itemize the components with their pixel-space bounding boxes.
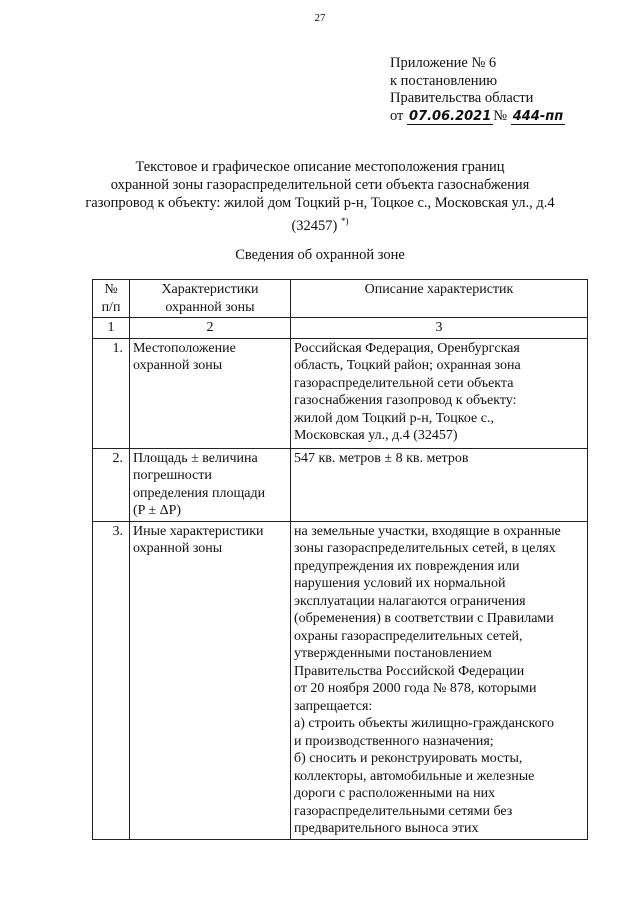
numbering-cell-3: 3 [291,318,588,339]
page-number: 27 [314,12,326,24]
header-description: Описание характеристик [291,280,588,318]
description-line: б) сносить и реконструировать мосты, [294,751,523,766]
description-line: газораспределительными сетями без [294,803,513,819]
numbering-cell-1: 1 [93,318,130,339]
description-line: на земельные участки, входящие в охранные [294,523,561,539]
characteristic-line: охранной зоны [133,541,223,556]
footnote-mark: *) [341,216,349,226]
characteristic-line: (P ± ΔP) [133,503,182,518]
zone-table [92,279,588,840]
characteristic-line: определения площади [133,485,266,501]
description-line: коллекторы, автомобильные и железные [294,768,535,784]
description-line: газоснабжения газопровод к объекту: [294,393,517,408]
header-characteristics [130,280,291,318]
description-line: охраны газораспределительных сетей, [294,628,523,644]
document-title [60,158,580,235]
description-line: а) строить объекты жилищно-гражданского [294,716,554,731]
description-line: предупреждения их повреждения или [294,558,520,574]
appendix-line-3: Правительства области [390,90,534,106]
table-row [93,338,588,448]
row-description [291,448,588,521]
title-line-2: охранной зоны газораспределительной сети объекта газоснабжения [110,177,530,193]
row-characteristic [130,338,291,448]
description-line: зоны газораспределительных сетей, в целях [294,541,556,556]
row-characteristic [130,448,291,521]
header-number-line-2: п/п [101,299,121,315]
table-row [93,521,588,839]
description-line: газораспределительной сети объекта [294,375,514,391]
description-line: Российская Федерация, Оренбургская [294,340,520,356]
description-line: эксплуатации налагаются ограничения [294,593,526,609]
row-number: 1. [93,338,130,448]
header-characteristics-line-1: Характеристики [161,282,259,297]
title-line-1: Текстовое и графическое описание местоположения границ [135,159,505,175]
table-numbering-row [93,318,588,339]
row-description [291,521,588,839]
appendix-line-4 [390,108,565,126]
numbering-cell-2: 2 [130,318,291,339]
description-line: 547 кв. метров ± 8 кв. метров [294,450,469,466]
appendix-line-1: Приложение № 6 [390,55,497,71]
description-line: от 20 ноября 2000 года № 878, которыми [294,681,537,696]
title-line-3: газопровод к объекту: жилой дом Тоцкий р-н, Тоцкое с., Московская ул., д.4 [85,195,555,211]
row-description [291,338,588,448]
header-number-line-1: № [104,282,118,297]
appendix-block [390,55,565,125]
characteristic-line: Площадь ± величина [133,450,258,466]
description-line: утвержденными постановлением [294,646,492,661]
table-row [93,448,588,521]
row-characteristic [130,521,291,839]
header-number [93,280,130,318]
section-subtitle: Сведения об охранной зоне [235,247,405,263]
description-line: дороги с расположенными на них [294,786,496,801]
row-number: 2. [93,448,130,521]
title-code: (32457) [291,217,338,234]
characteristic-line: погрешности [133,468,212,483]
description-line: предварительного выноса этих [294,821,479,836]
description-line: Московская ул., д.4 (32457) [294,428,458,443]
description-line: область, Тоцкий район; охранная зона [294,358,521,373]
characteristic-line: охранной зоны [133,358,223,373]
row-number: 3. [93,521,130,839]
description-line: нарушения условий их нормальной [294,576,506,591]
description-line: запрещается: [294,698,373,714]
table-header-row [93,280,588,318]
appendix-number-sign: № [493,107,508,124]
description-line: Правительства Российской Федерации [294,663,525,679]
handwritten-number: 444-пп [512,108,564,124]
description-line: (обременения) в соответствии с Правилами [294,611,554,626]
characteristic-line: Иные характеристики [133,523,264,539]
title-line-4 [60,212,580,235]
description-line: и производственного назначения; [294,733,494,749]
description-line: жилой дом Тоцкий р-н, Тоцкое с., [294,410,494,426]
appendix-line-2: к постановлению [390,72,498,89]
header-characteristics-line-2: охранной зоны [165,299,255,315]
characteristic-line: Местоположение [133,340,236,356]
appendix-from: от [390,107,404,124]
handwritten-date: 07.06.2021 [409,108,492,124]
